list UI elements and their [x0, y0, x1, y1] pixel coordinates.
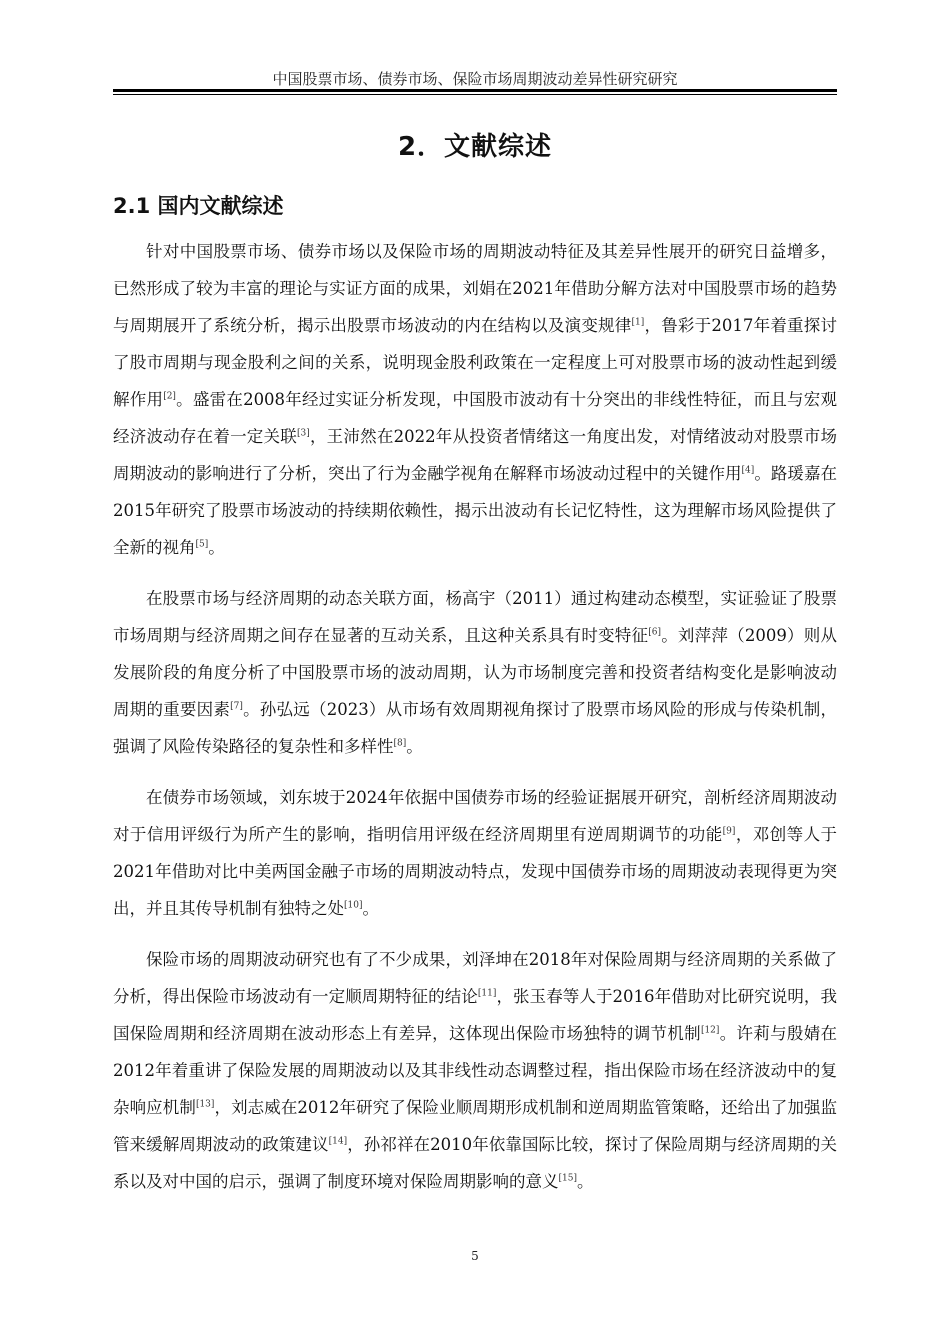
citation-ref: [4]: [741, 465, 755, 476]
paragraph-text: ，孙祁祥在2010年依靠国际比较，探讨了保险周期与经济周期的关系以及对中国的启示，强调了制度环境对保险周期影响的意义: [113, 1135, 838, 1191]
citation-ref: [12]: [700, 1025, 720, 1036]
paragraph-text: 针对中国股票市场、债券市场以及保险市场的周期波动特征及其差异性展开的研究日益增多，已然形成了较为丰富的理论与实证方面的成果，刘娟在2021年借助分解方法对中国股票市场的趋势与周期展开了系统分析，揭示出股票市场波动的内在结构以及演变规律: [113, 242, 837, 335]
header-rule-thick: [113, 89, 837, 92]
citation-ref: [6]: [648, 627, 661, 638]
paragraph-text: ，邓创等人于2021年借助对比中美两国金融子市场的周期波动特点，发现中国债券市场的周期波动表现得更为突出，并且其传导机制有独特之处: [113, 825, 838, 918]
page-number: 5: [471, 1249, 479, 1263]
header-rule-thin: [113, 94, 837, 95]
paragraph: [113, 580, 837, 765]
paragraph-text: 在股票市场与经济周期的动态关联方面，杨高宇（2011）通过构建动态模型，实证验证了股票市场周期与经济周期之间存在显著的互动关系，且这种关系具有时变特征: [113, 589, 837, 645]
chapter-title: 2．文献综述: [397, 132, 553, 162]
citation-ref: [15]: [558, 1173, 577, 1184]
paragraph-text: 。: [576, 1172, 594, 1191]
citation-ref: [8]: [393, 738, 407, 749]
paragraph-text: ，鲁彩于2017年着重探讨了股市周期与现金股利之间的关系，说明现金股利政策在一定程度上可对股票市场的波动性起到缓解作用: [113, 316, 837, 409]
paragraph: [113, 941, 837, 1200]
paragraph-text: ，王沛然在2022年从投资者情绪这一角度出发，对情绪波动对股票市场周期波动的影响进行了分析，突出了行为金融学视角在解释市场波动过程中的关键作用: [113, 427, 837, 483]
body-text: [113, 233, 837, 1214]
citation-ref: [9]: [722, 826, 736, 837]
running-header: 中国股票市场、债券市场、保险市场周期波动差异性研究研究: [272, 70, 678, 88]
citation-ref: [1]: [631, 317, 645, 328]
paragraph-text: 。刘萍萍（2009）则从发展阶段的角度分析了中国股票市场的波动周期，认为市场制度完善和投资者结构变化是影响波动周期的重要因素: [113, 626, 838, 719]
citation-ref: [7]: [230, 701, 243, 712]
paragraph-text: 。: [362, 899, 379, 918]
paragraph-text: 。盛雷在2008年经过实证分析发现，中国股市波动有十分突出的非线性特征，而且与宏观经济波动存在着一定关联: [113, 390, 838, 446]
citation-ref: [5]: [195, 539, 209, 550]
paragraph-text: 保险市场的周期波动研究也有了不少成果，刘泽坤在2018年对保险周期与经济周期的关系做了分析，得出保险市场波动有一定顺周期特征的结论: [113, 950, 837, 1006]
citation-ref: [14]: [328, 1136, 348, 1147]
citation-ref: [3]: [296, 428, 310, 439]
paragraph-text: 。许莉与殷婧在2012年着重讲了保险发展的周期波动以及其非线性动态调整过程，指出保险市场在经济波动中的复杂响应机制: [113, 1024, 838, 1117]
paragraph-text: 。路瑗嘉在2015年研究了股票市场波动的持续期依赖性，揭示出波动有长记忆特性，这为理解市场风险提供了全新的视角: [113, 464, 838, 557]
paragraph: [113, 779, 837, 927]
citation-ref: [10]: [344, 900, 363, 911]
citation-ref: [2]: [163, 391, 176, 402]
paragraph: [113, 233, 837, 566]
citation-ref: [11]: [477, 988, 497, 999]
paragraph-text: ，刘志威在2012年研究了保险业顺周期形成机制和逆周期监管策略，还给出了加强监管来缓解周期波动的政策建议: [113, 1098, 837, 1154]
paragraph-text: ，张玉春等人于2016年借助对比研究说明，我国保险周期和经济周期在波动形态上有差异，这体现出保险市场独特的调节机制: [113, 987, 837, 1043]
citation-ref: [13]: [195, 1099, 215, 1110]
paragraph-text: 。: [406, 737, 423, 756]
paragraph-text: 。孙弘远（2023）从市场有效周期视角探讨了股票市场风险的形成与传染机制，强调了风险传染路径的复杂性和多样性: [113, 700, 838, 756]
paragraph-text: 在债券市场领域，刘东坡于2024年依据中国债券市场的经验证据展开研究，剖析经济周期波动对于信用评级行为所产生的影响，指明信用评级在经济周期里有逆周期调节的功能: [113, 788, 837, 844]
paragraph-text: 。: [208, 538, 225, 557]
section-title: 2.1 国内文献综述: [113, 194, 284, 218]
